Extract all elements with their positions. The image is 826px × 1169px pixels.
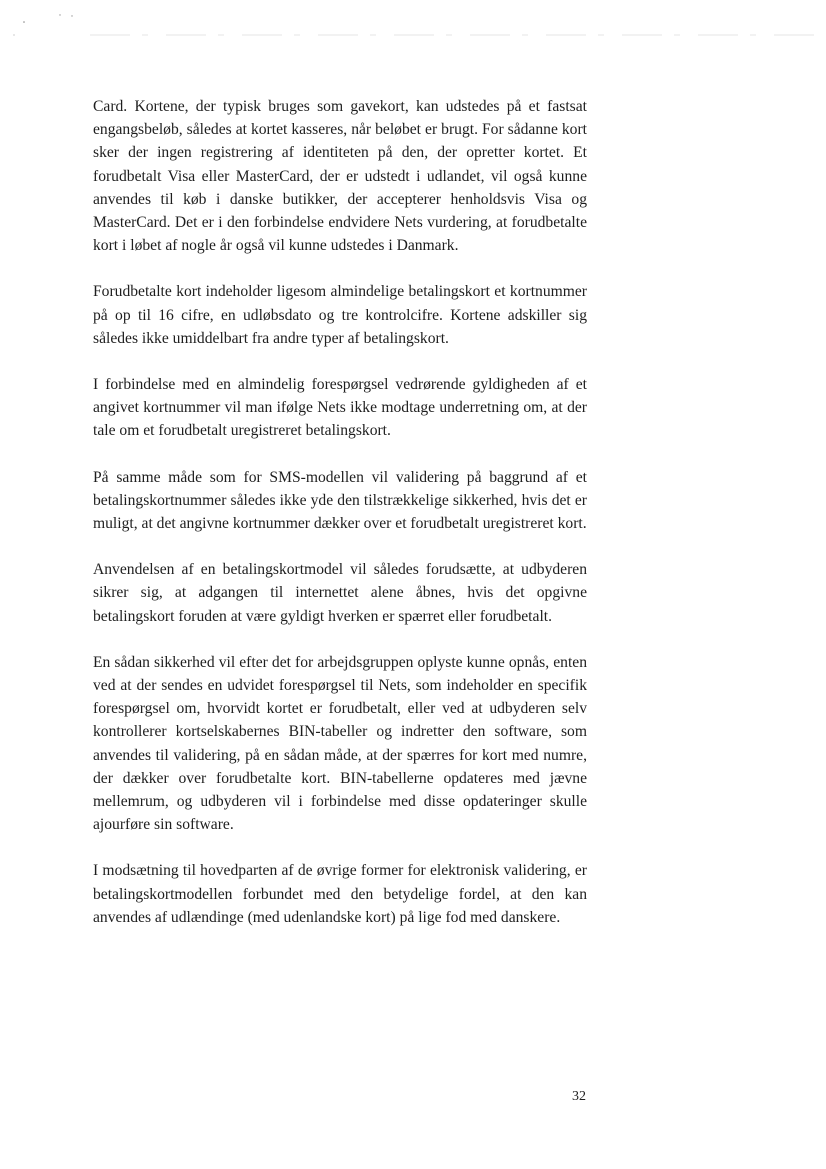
paragraph-6: En sådan sikkerhed vil efter det for arbejdsgruppen oplyste kunne opnås, enten ved at der sendes en udvidet forespørgsel til Nets, som indeholder en specifik forespørgsel om, hvorvidt kortet er forudbetalt, eller ved at udbyderen selv kontrollerer kortselskabernes BIN-tabeller og indretter den software, som anvendes til validering, på en sådan måde, at der spærres for kort med numre, der dækker over forudbetalte kort. BIN-tabellerne opdateres med jævne mellemrum, og udbyderen vil i forbindelse med disse opdateringer skulle ajourføre sin software. — [93, 653, 587, 834]
page-number: 32 — [572, 1089, 586, 1104]
paragraph-5: Anvendelsen af en betalingskortmodel vil således forudsætte, at udbyderen sikrer sig, at adgangen til internettet alene åbnes, hvis det opgivne betalingskort foruden at være gyldigt hverken er spærret eller forudbetalt. — [93, 561, 587, 625]
paragraph-4: På samme måde som for SMS-modellen vil validering på baggrund af et betalingskortnummer således ikke yde den tilstrækkelige sikkerhed, hvis det er muligt, at det angivne kortnummer dækker over et forudbetalt uregistreret kort. — [93, 468, 587, 533]
document-body — [93, 95, 587, 952]
paragraph-2: Forudbetalte kort indeholder ligesom almindelige betalingskort et kortnummer på op til 16 cifre, en udløbsdato og tre kontrolcifre. Kortene adskiller sig således ikke umiddelbart fra andre typer af betalingskort. — [93, 283, 587, 347]
paragraph-7: I modsætning til hovedparten af de øvrige former for elektronisk validering, er betalingskortmodellen forbundet med den betydelige fordel, at den kan anvendes af udlændinge (med udenlandske kort) på lige fod med danskere. — [93, 862, 587, 926]
paragraph-3: I forbindelse med en almindelig forespørgsel vedrørende gyldigheden af et angivet kortnummer vil man ifølge Nets ikke modtage underretning om, at der tale om et forudbetalt uregistreret betalingskort. — [93, 376, 587, 440]
paragraph-1: Card. Kortene, der typisk bruges som gavekort, kan udstedes på et fastsat engangsbeløb, således at kortet kasseres, når beløbet er brugt. For sådanne kort sker der ingen registrering af identiteten på den, der opretter kortet. Et forudbetalt Visa eller MasterCard, der er udstedt i udlandet, vil også kunne anvendes til køb i danske butikker, der accepterer henholdsvis Visa og MasterCard. Det er i den forbindelse endvidere Nets vurdering, at forudbetalte kort i løbet af nogle år også vil kunne udstedes i Danmark. — [93, 98, 587, 255]
scan-noise-marks — [0, 0, 826, 60]
